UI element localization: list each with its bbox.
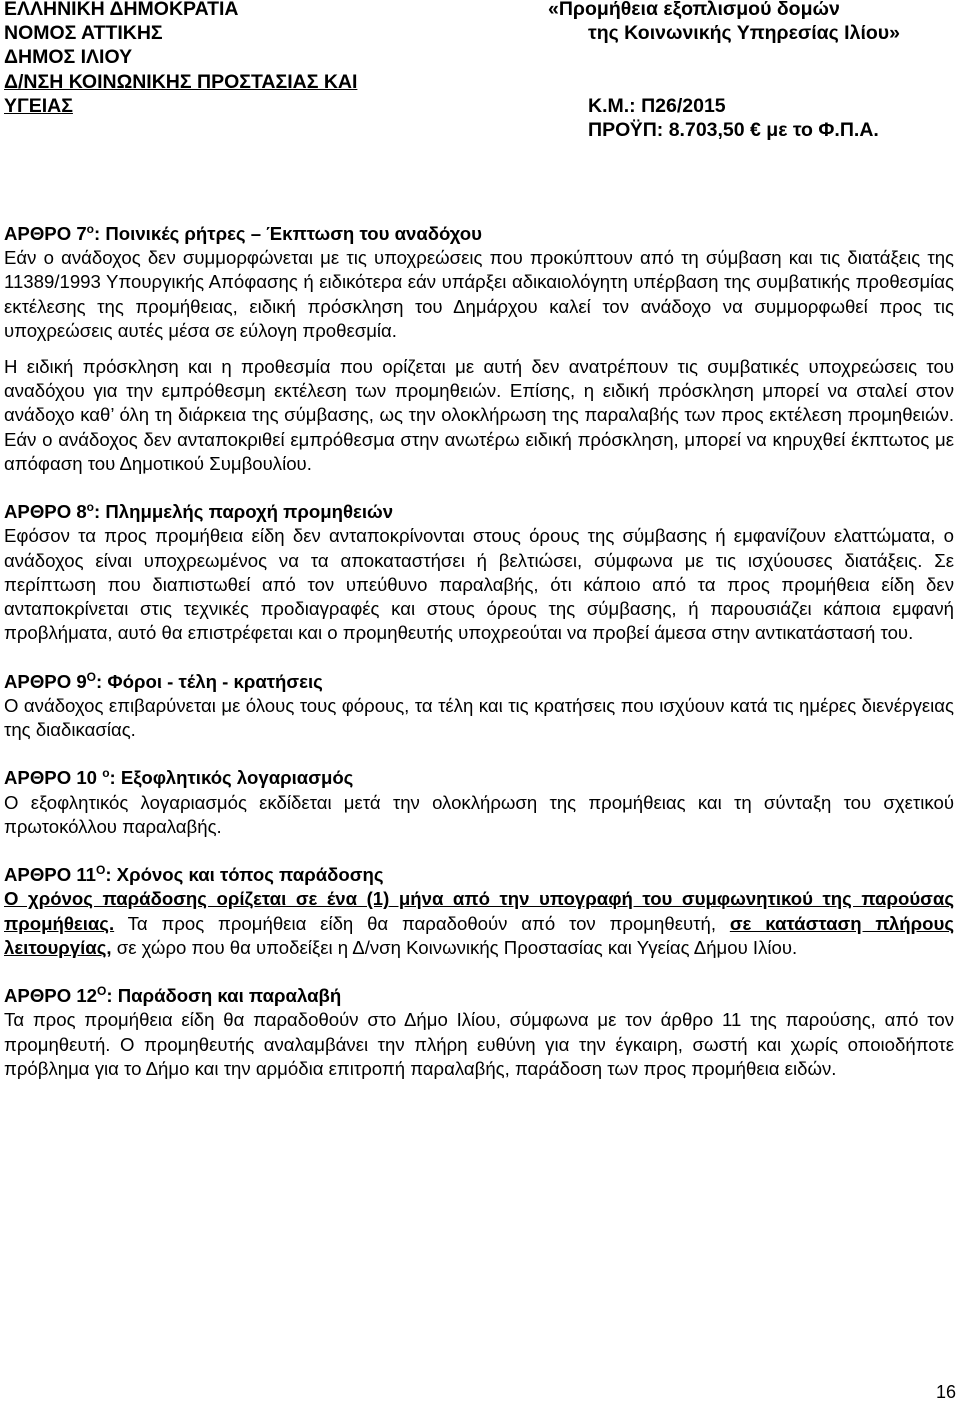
article-title: : Εξοφλητικός λογαριασμός [109,767,354,789]
article-paragraph [4,887,954,960]
article-paragraph: Τα προς προμήθεια είδη θα παραδοθούν στο Δήμο Ιλίου, σύμφωνα με τον άρθρο 11 της παρούσης, από τον προμηθευτή. Ο προμηθευτής αναλαμβάνει την πλήρη ευθύνη για την έγκαιρη, σωστή και χωρίς οποιοδήποτε πρόβλημα για το Δήμο και την αρμόδια επιτροπή παραλαβής, παράδοση των προς προμήθεια ειδών. [4,1009,954,1079]
article-paragraph: Η ειδική πρόσκληση και η προθεσμία που ορίζεται με αυτή δεν ανατρέπουν τις συμβατικές υποχρεώσεις του αναδόχου για την εμπρόθεσμη εκτέλεση των προμηθειών. Επίσης, η ειδική πρόσκληση μπορεί να σταλεί στον ανάδοχο καθ’ όλη τη διάρκεια της σύμβασης, ως την ολοκλήρωση της παραλαβής των προς εκτέλεση προμηθειών. Εάν ο ανάδοχος δεν ανταποκριθεί εμπρόθεσμα στην ανωτέρω ειδική πρόσκληση, μπορεί να κηρυχθεί έκπτωτος με απόφαση του Δημοτικού Συμβουλίου. [4,356,954,474]
article-11 [4,863,954,960]
article-title: : Πλημμελής παροχή προμηθειών [94,501,394,523]
article-label: ΑΡΘΡΟ 12 [4,985,98,1007]
article-heading [4,222,954,246]
article-heading [4,500,954,524]
article-ordinal: Ο [95,863,106,878]
project-budget: ΠΡΟΫΠ: 8.703,50 € με το Φ.Π.Α. [588,119,879,141]
article-title: : Ποινικές ρήτρες – Έκπτωση του αναδόχου [94,223,482,244]
article-ordinal: Ο [97,984,107,999]
article-ordinal: Ο [86,669,97,684]
document-body [4,222,954,1081]
issuer-line-1: ΕΛΛΗΝΙΚΗ ΔΗΜΟΚΡΑΤΙΑ [4,0,239,20]
issuer-line-3: ΔΗΜΟΣ ΙΛΙΟΥ [4,46,133,69]
article-paragraph: Εάν ο ανάδοχος δεν συμμορφώνεται με τις υποχρεώσεις που προκύπτουν από τη σύμβαση και τις διατάξεις της 11389/1993 Υπουργικής Απόφασης ή ειδικότερα εάν υπάρξει αδικαιολόγητη υπέρβαση της συμβατικής προθεσμίας εκτέλεσης της προμήθειας, ειδική πρόσκληση του Δημάρχου καλεί τον ανάδοχο να συμμορφωθεί προς τις υποχρεώσεις αυτές μέσα σε εύλογη προθεσμία. [4,247,954,341]
article-heading [4,670,954,694]
article-paragraph: Εφόσον τα προς προμήθεια είδη δεν ανταποκρίνονται στους όρους της σύμβασης ή εμφανίζουν ελαττώματα, ο ανάδοχος είναι υποχρεωμένος να τα αποκαταστήσει ή βελτιώσει, σύμφωνα με τις ισχύουσες διατάξεις. Σε περίπτωση που διαπιστωθεί από τον υπεύθυνο παραλαβής, ότι κάποιο από τα προς προμήθεια είδη δεν ανταποκρίνεται στις τεχνικές προδιαγραφές και στους όρους της σύμβασης, ή παρουσιάζει κάποια εμφανή προβλήματα, αυτό θα επιστρέφεται και ο προμηθευτής υποχρεούται να προβεί άμεσα στην αντικατάστασή του. [4,525,954,644]
article-label: ΑΡΘΡΟ 9 [4,670,87,692]
page-number: 16 [936,1382,957,1402]
issuer-line-4: Δ/ΝΣΗ ΚΟΙΝΩΝΙΚΗΣ ΠΡΟΣΤΑΣΙΑΣ ΚΑΙ [4,70,358,93]
article-label: ΑΡΘΡΟ 7 [4,223,87,244]
project-code: Κ.Μ.: Π26/2015 [588,95,726,117]
issuer-block [4,0,357,118]
issuer-line-5: ΥΓΕΙΑΣ [4,94,73,117]
article-title: : Παράδοση και παραλαβή [106,985,342,1007]
delivery-location: σε χώρο που θα υποδείξει η Δ/νση Κοινωνικής Προστασίας και Υγείας Δήμου Ιλίου. [111,936,798,958]
article-ordinal: ο [102,766,110,781]
article-paragraph: Ο ανάδοχος επιβαρύνεται με όλους τους φόρους, τα τέλη και τις κρατήσεις που ισχύουν κατά τις ημέρες διενέργειας της διαδικασίας. [4,694,954,741]
article-heading [4,766,954,790]
article-label: ΑΡΘΡΟ 8 [4,501,87,523]
article-8 [4,500,954,645]
article-label: ΑΡΘΡΟ 11 [4,864,96,886]
article-12 [4,984,954,1081]
article-10 [4,766,954,839]
article-ordinal: ο [86,222,95,236]
article-9 [4,670,954,743]
article-title: : Χρόνος και τόπος παράδοσης [105,864,384,886]
article-heading [4,863,954,887]
article-title: : Φόροι - τέλη - κρατήσεις [96,670,323,692]
article-7 [4,222,954,476]
article-heading [4,984,954,1008]
project-title-line-1: «Προμήθεια εξοπλισμού δομών [548,0,840,20]
project-title-line-2: της Κοινωνικής Υπηρεσίας Ιλίου» [588,22,900,44]
article-paragraph: Ο εξοφλητικός λογαριασμός εκδίδεται μετά την ολοκλήρωση της προμήθειας και τη σύνταξη του σχετικού πρωτοκόλλου παραλαβής. [4,791,954,837]
delivery-text: Τα προς προμήθεια είδη θα παραδοθούν από τον προμηθευτή, [114,912,730,934]
issuer-line-2: ΝΟΜΟΣ ΑΤΤΙΚΗΣ [4,22,163,45]
article-label: ΑΡΘΡΟ 10 [4,767,98,789]
delivery-deadline: Ο χρόνος παράδοσης ορίζεται σε ένα (1) μήνα από την υπογραφή του συμφωνητικού της παρούσας προμήθειας. [4,888,954,934]
delivery-condition: σε κατάσταση πλήρους λειτουργίας, [4,912,955,958]
article-ordinal: ο [86,500,95,515]
